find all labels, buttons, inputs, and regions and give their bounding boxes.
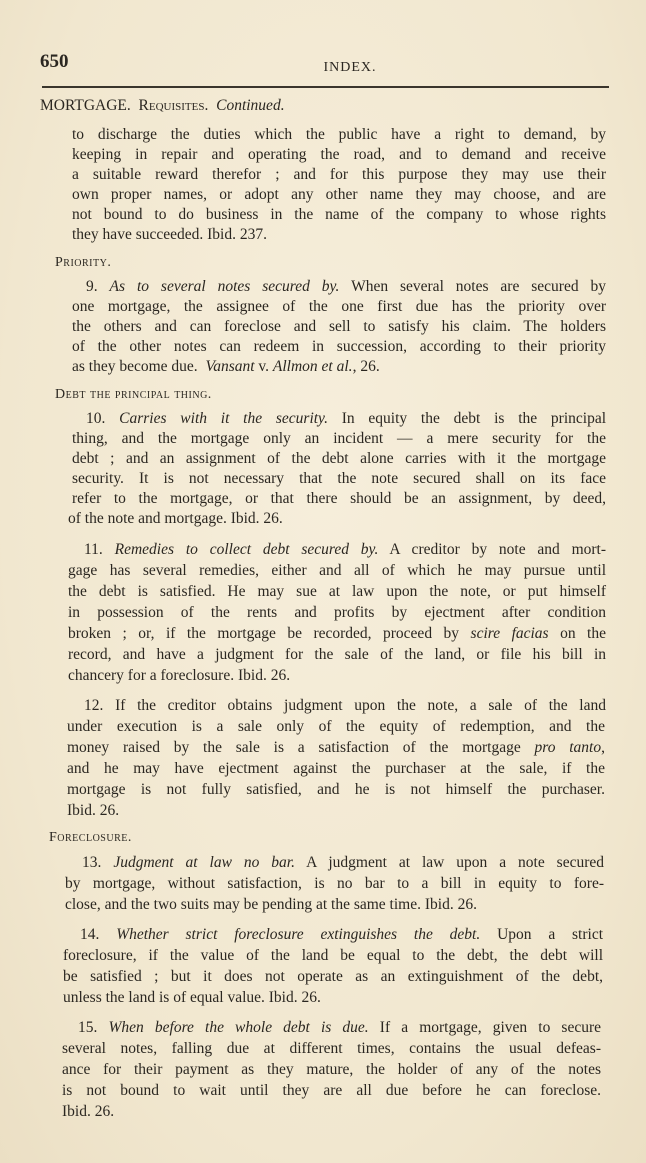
text-line: several notes, falling due at different times, contains the usual defeas-: [62, 1040, 601, 1057]
text-line: the debt is satisfied. He may sue at law upon the note, or put himself: [68, 583, 606, 600]
text-line: by mortgage, without satisfaction, is no bar to a bill in equity to fore-: [65, 875, 604, 892]
text-line: be satisfied ; but it does not operate as an extinguishment of the debt,: [63, 968, 603, 985]
text-line: chancery for a foreclosure. Ibid. 26.: [68, 667, 291, 684]
paragraph-title: As to several notes secured by.: [109, 278, 340, 295]
case-page: , 26.: [352, 358, 380, 375]
text-line: and he may have ejectment against the purchaser at the sale, if the: [67, 760, 605, 777]
paragraph-number: 14.: [80, 926, 100, 943]
running-head: INDEX.: [323, 60, 377, 75]
header-rule: [42, 86, 609, 88]
text-line: own proper names, or adopt any other name they may choose, and are: [72, 186, 606, 203]
text-line-scire-facias: [68, 625, 606, 643]
paragraph-9-first-line: [86, 278, 606, 296]
text-line: foreclosure, if the value of the land be equal to the debt, the debt will: [63, 947, 603, 964]
entry-continued: Continued.: [216, 97, 285, 114]
paragraph-text: as they become due.: [72, 358, 198, 375]
text-line-pro-tanto: [67, 739, 605, 757]
paragraph-10-first-line: [86, 410, 606, 428]
text-line: is not bound to wait until they are all due before he can foreclose.: [62, 1082, 601, 1099]
paragraph-number: 9.: [86, 278, 98, 295]
paragraph-14-first-line: [80, 926, 603, 944]
paragraph-text: broken ; or, if the mortgage be recorded, proceed by: [68, 625, 471, 642]
paragraph-text: When several notes are secured by: [351, 278, 606, 295]
text-line: Ibid. 26.: [62, 1103, 115, 1120]
paragraph-title: When before the whole debt is due.: [108, 1019, 369, 1036]
text-line: thing, and the mortgage only an incident — a mere security for the: [72, 430, 606, 447]
paragraph-title: Remedies to collect debt secured by.: [114, 541, 379, 558]
paragraph-text: In equity the debt is the principal: [341, 410, 607, 427]
text-line: one mortgage, the assignee of the one first due has the priority over: [72, 298, 606, 315]
latin-term: pro tanto: [534, 739, 602, 756]
entry-subtitle: Requisites.: [138, 97, 209, 114]
paragraph-text: Upon a strict: [497, 926, 604, 943]
case-versus: v.: [254, 358, 273, 375]
text-line: keeping in repair and operating the road, and to demand and receive: [72, 146, 606, 163]
text-line: to discharge the duties which the public have a right to demand, by: [72, 126, 606, 143]
text-line: they have succeeded. Ibid. 237.: [72, 226, 267, 243]
paragraph-number: 15.: [78, 1019, 98, 1036]
text-line: close, and the two suits may be pending at the same time. Ibid. 26.: [65, 896, 477, 913]
entry-header: [40, 97, 285, 115]
paragraph-title: Judgment at law no bar.: [113, 854, 295, 871]
text-line: in possession of the rents and profits by ejectment after condition: [68, 604, 606, 621]
text-line: mortgage is not fully satisfied, and he is not himself the purchaser.: [67, 781, 605, 798]
paragraph-number: 13.: [82, 854, 102, 871]
text-line: unless the land is of equal value. Ibid. 26.: [63, 989, 321, 1006]
paragraph-number: 11.: [84, 541, 103, 558]
paragraph-text: money raised by the sale is a satisfaction of the mortgage: [67, 739, 535, 756]
paragraph-text: on the: [548, 625, 606, 642]
section-heading-foreclosure: Foreclosure.: [49, 830, 132, 845]
paragraph-12-first-line: [84, 697, 606, 715]
paragraph-text: ,: [601, 739, 605, 756]
text-line: refer to the mortgage, or that there should be an assignment, by deed,: [72, 490, 606, 507]
paragraph-number: 10.: [86, 410, 106, 427]
section-heading-debt: Debt the principal thing.: [55, 387, 212, 402]
page-number: 650: [40, 51, 69, 72]
paragraph-text: If a mortgage, given to secure: [379, 1019, 602, 1036]
case-name: Allmon et al.: [272, 358, 353, 375]
text-line: of the other notes can redeem in succession, according to their priority: [72, 338, 606, 355]
paragraph-title: Carries with it the security.: [119, 410, 328, 427]
citation-line: [72, 358, 380, 376]
paragraph-text: If the creditor obtains judgment upon the note, a sale of the land: [115, 697, 606, 714]
latin-term: scire facias: [470, 625, 549, 642]
text-line: a suitable reward therefor ; and for this purpose they may use their: [72, 166, 606, 183]
text-line: Ibid. 26.: [67, 802, 120, 819]
paragraph-title: Whether strict foreclosure extinguishes the debt.: [116, 926, 481, 943]
paragraph-13-first-line: [82, 854, 604, 872]
text-line: of the note and mortgage. Ibid. 26.: [68, 510, 283, 527]
text-line: ance for their payment as they mature, the holder of any of the notes: [62, 1061, 601, 1078]
text-line: record, and have a judgment for the sale of the land, or file his bill in: [68, 646, 606, 663]
section-heading-priority: Priority.: [55, 255, 112, 270]
paragraph-text: A creditor by note and mort-: [389, 541, 607, 558]
text-line: security. It is not necessary that the note secured shall on its face: [72, 470, 606, 487]
text-line: under execution is a sale only of the equity of redemption, and the: [67, 718, 605, 735]
paragraph-number: 12.: [84, 697, 104, 714]
paragraph-15-first-line: [78, 1019, 601, 1037]
text-line: the others and can foreclose and sell to satisfy his claim. The holders: [72, 318, 606, 335]
text-line: debt ; and an assignment of the debt alone carries with it the mortgage: [72, 450, 606, 467]
text-line: not bound to do business in the name of the company to whose rights: [72, 206, 606, 223]
text-line: gage has several remedies, either and all of which he may pursue until: [68, 562, 606, 579]
case-name: Vansant: [205, 358, 255, 375]
entry-title: MORTGAGE.: [40, 97, 131, 114]
paragraph-11-first-line: [84, 541, 606, 559]
paragraph-text: A judgment at law upon a note secured: [306, 854, 605, 871]
